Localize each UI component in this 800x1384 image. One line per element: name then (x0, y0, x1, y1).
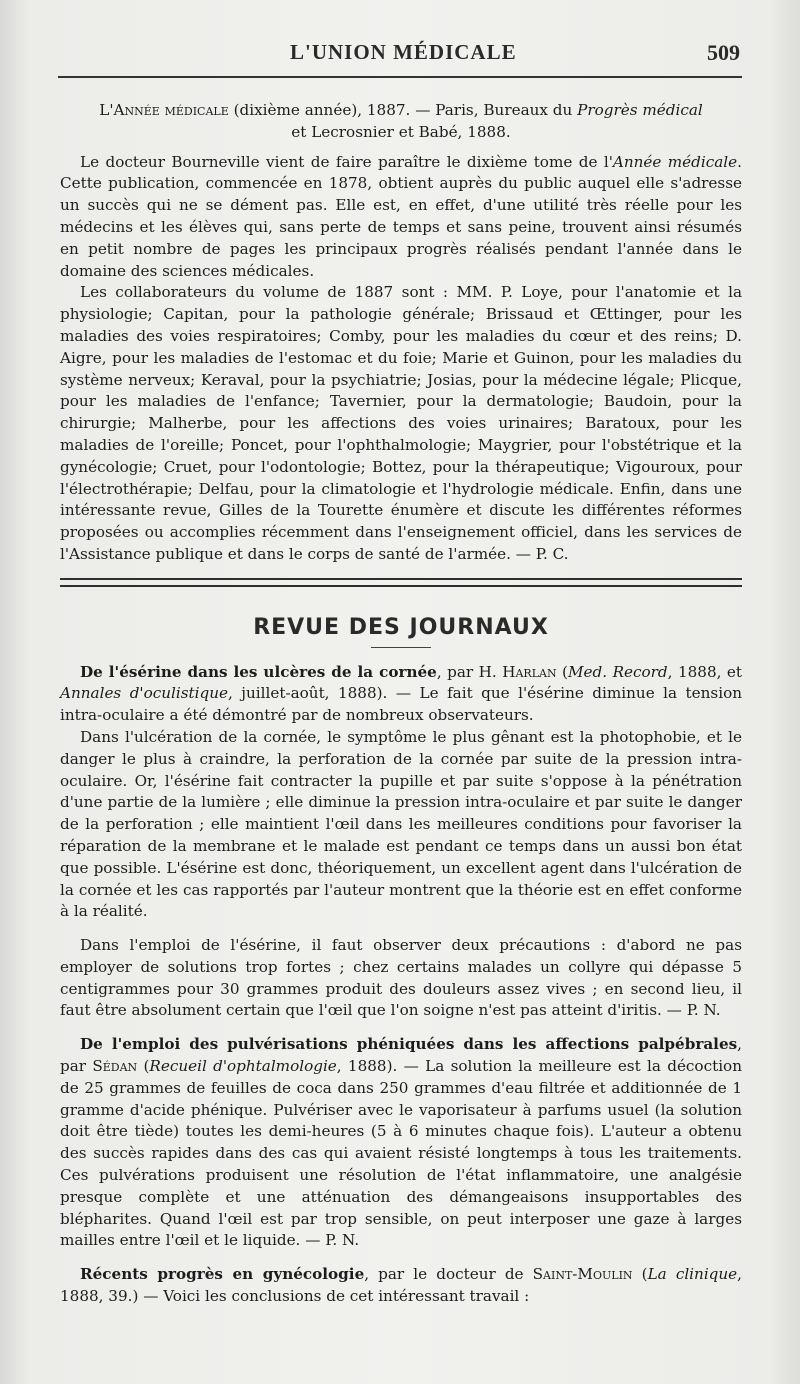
article-eserine-title: De l'ésérine dans les ulcères de la cornée (80, 662, 437, 681)
article-eserine-intro: De l'ésérine dans les ulcères de la cornée, par H. Harlan (Med. Record, 1888, et Annales d'oculistique, juillet-août, 1888). — Le fait que l'ésérine diminue la tension intra-oculaire a été démontré par de nombreux observateurs. (60, 662, 743, 725)
article-eserine-author: Harlan (502, 662, 557, 681)
article-eserine-source: Med. Record (568, 662, 668, 681)
section-title: REVUE DES JOURNAUX (253, 614, 549, 640)
article-pulverisations: De l'emploi des pulvérisations phéniquées dans les affections palpébrales, par Sédan (Recueil d'ophtalmologie, 1888). — La solution la meilleure est la décoction de 25 grammes de feuilles de coca dans 250 grammes d'eau filtrée et additionnée de 1 gramme d'acide phénique. Pulvériser avec le vaporisateur à parfums usuel (la solution doit être tiède) toutes les demi-heures (5 à 6 minutes chaque fois). L'auteur a obtenu des succès rapides dans des cas qui avaient résisté longtemps à tous les traitements. Ces pulvérations produisent une résolution de l'état inflammatoire, une analgésie presque complète et une atténuation des démangeaisons insupportables des blépharites. Quand l'œil est par trop sensible, on peut interposer une gaze à larges mailles entre l'œil et le liquide. — P. N. (60, 1035, 742, 1250)
annee-medicale-citation (60, 100, 742, 144)
running-head: L'UNION MÉDICALE (290, 40, 517, 64)
article-gynecologie: Récents progrès en gynécologie, par le docteur de Saint-Moulin (La clinique, 1888, 39.) — Voici les conclusions de cet intéressant travail : (60, 1265, 742, 1306)
article-gynecologie-source: La clinique (647, 1265, 738, 1284)
article-pulverisations-author: Sédan (92, 1057, 138, 1076)
citation-line2: et Lecrosnier et Babé, 1888. (291, 122, 511, 141)
article-gynecologie-author: Saint-Moulin (532, 1265, 633, 1284)
article-pulverisations-title: De l'emploi des pulvérisations phéniquées dans les affections palpébrales (80, 1035, 738, 1054)
article-gynecologie-title: Récents progrès en gynécologie (80, 1265, 365, 1284)
citation-title: L'Année médicale (99, 101, 229, 119)
annee-medicale-paragraph-2: Les collaborateurs du volume de 1887 sont : MM. P. Loye, pour l'anatomie et la physiologie; Capitan, pour la pathologie générale; Brissaud et Œttinger, pour les maladies des voies respiratoires; Comby, pour les maladies du cœur et des reins; D. Aigre, pour les maladies de l'estomac et du foie; Marie et Guinon, pour les maladies du système nerveux; Keraval, pour la psychiatrie; Josias, pour la médecine légale; Plicque, pour les maladies de l'enfance; Tavernier, pour la dermatologie; Baudoin, pour la chirurgie; Malherbe, pour les affections des voies urinaires; Baratoux, pour les maladies de l'oreille; Poncet, pour l'ophthalmologie; Maygrier, pour l'obstétrique et la gynécologie; Cruet, pour l'odontologie; Bottez, pour la thérapeutique; Vigouroux, pour l'électrothérapie; Delfau, pour la climatologie et l'hydrologie médicale. Enfin, dans une intéressante revue, Gilles de la Tourette énumère et discute les différentes réformes proposées ou accomplies récemment dans l'enseignement officiel, dans les services de l'Assistance publique et dans le corps de santé de l'armée. — P. C. (60, 283, 742, 563)
article-eserine-source-2: Annales d'oculistique (60, 684, 228, 703)
article-pulverisations-source: Recueil d'ophtalmologie (149, 1057, 337, 1076)
citation-publisher: Progrès médical (577, 101, 703, 119)
page-header (60, 38, 740, 72)
page-content (60, 100, 742, 1308)
article-eserine-paragraph-2: Dans l'ulcération de la cornée, le symptôme le plus gênant est la photophobie, et le danger le plus à craindre, la perforation de la cornée par suite de la pression intra-oculaire. Or, l'ésérine fait contracter la pupille et par suite s'oppose à la pénétration d'une partie de la lumière ; elle diminue la pression intra-oculaire et par suite le danger de la perforation ; elle maintient l'œil dans les meilleures conditions pour favoriser la réparation de la membrane et le malade est pendant ce temps dans un aussi bon état que possible. L'ésérine est donc, théoriquement, un excellent agent dans l'ulcération de la cornée et les cas rapportés par l'auteur montrent que la théorie est en effet conforme à la réalité. (60, 727, 742, 921)
annee-medicale-paragraph-1: Le docteur Bourneville vient de faire paraître le dixième tome de l'Année médicale. Cette publication, commencée en 1878, obtient auprès du public auquel elle s'adresse un succès qui ne se dément pas. Elle est, en effet, d'une utilité très réelle pour les médecins et les élèves qui, sans perte de temps et sans peine, trouvent ainsi résumés en petit nombre de pages les principaux progrès réalisés pendant l'année dans le domaine des sciences médicales. (60, 152, 742, 280)
header-rule (58, 76, 742, 78)
section-divider (60, 578, 742, 587)
page-number: 509 (707, 40, 740, 65)
citation-details: (dixième année), 1887. — Paris, Bureaux du (228, 101, 578, 119)
article-eserine-paragraph-3: Dans l'emploi de l'ésérine, il faut observer deux précautions : d'abord ne pas employer de solutions trop fortes ; chez certains malades un collyre qui dépasse 5 centigrammes pour 30 grammes produit des douleurs assez vives ; en second lieu, il faut être absolument certain que l'œil que l'on soigne n'est pas atteint d'iritis. — P. N. (60, 936, 742, 1020)
section-title-rule (371, 647, 431, 648)
